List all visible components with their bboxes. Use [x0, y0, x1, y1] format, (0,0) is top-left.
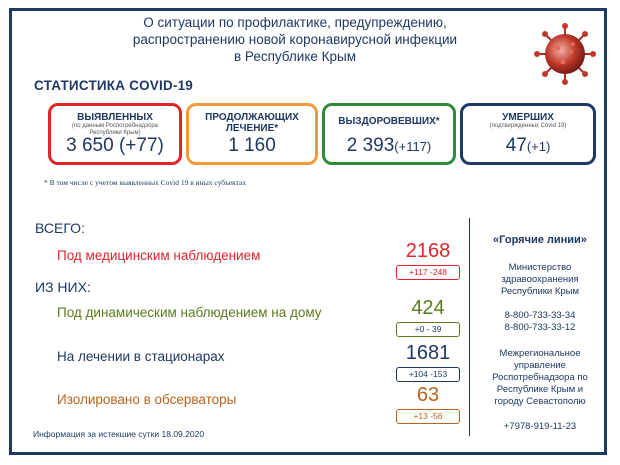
of-them-heading: ИЗ НИХ:: [35, 279, 91, 295]
footer-date: Информация за истекшие сутки 18.09.2020: [33, 429, 205, 439]
row-value-observatory: 63: [416, 384, 440, 406]
title-line-2: распространению новой коронавирусной инфекции: [132, 32, 458, 47]
card-treatment: [186, 103, 318, 165]
row-value-observation: 2168: [405, 240, 451, 262]
row-delta-observatory: +13 -56: [396, 409, 460, 424]
row-delta-observation: +117 -248: [396, 265, 460, 280]
hotline-rpn: Межрегиональное управление Роспотребнадзора по Республике Крым и городу Севастополю: [492, 348, 588, 407]
hotline-ministry: Министерство здравоохранения Республики Крым: [500, 262, 580, 297]
card-detected-value: 3 650 (+77): [66, 135, 164, 156]
row-label-hospital: На лечении в стационарах: [57, 349, 225, 364]
hotline-rpn-phone: +7978-919-11-23: [503, 421, 577, 432]
row-delta-home: +0 - 39: [396, 322, 460, 337]
card-recovered-value: 2 393(+117): [346, 135, 432, 156]
column-divider: [469, 218, 470, 436]
card-detected: [48, 103, 182, 165]
title-line-1: О ситуации по профилактике, предупреждению,: [143, 15, 447, 30]
card-recovered: [322, 103, 456, 165]
card-detected-label: ВЫЯВЛЕННЫХ: [77, 112, 153, 123]
coronavirus-icon: [530, 22, 600, 86]
row-label-observation: Под медицинским наблюдением: [57, 248, 261, 263]
row-value-hospital: 1681: [405, 342, 451, 364]
card-deceased-label: УМЕРШИХ: [502, 112, 554, 123]
hotline-ministry-phones: 8-800-733-33-34 8-800-733-33-12: [504, 310, 576, 333]
card-treatment-label: ПРОДОЛЖАЮЩИХ ЛЕЧЕНИЕ*: [205, 112, 299, 134]
card-detected-sub: (по данным Роспотребнадзора Республики Крым): [72, 123, 158, 136]
statistics-heading: СТАТИСТИКА COVID-19: [34, 78, 194, 93]
row-delta-hospital: +104 -153: [396, 367, 460, 382]
card-deceased-value: 47(+1): [505, 135, 551, 156]
hotlines-heading: «Горячие линии»: [493, 234, 587, 246]
row-label-home: Под динамическим наблюдением на дому: [57, 305, 322, 320]
row-value-home: 424: [411, 297, 445, 319]
card-recovered-label: ВЫЗДОРОВЕВШИХ*: [338, 116, 440, 127]
row-label-observatory: Изолировано в обсерваторы: [57, 392, 237, 407]
footnote: * В том числе с учетом выявленных Covid 19 в иных субъектах: [44, 178, 247, 187]
card-treatment-value: 1 160: [228, 135, 276, 156]
card-deceased-sub: (подтвержденных Covid 19): [489, 123, 567, 129]
total-heading: ВСЕГО:: [35, 220, 85, 236]
title-line-3: в Республике Крым: [233, 49, 357, 64]
page-title: [130, 14, 460, 65]
card-deceased: [460, 103, 596, 165]
